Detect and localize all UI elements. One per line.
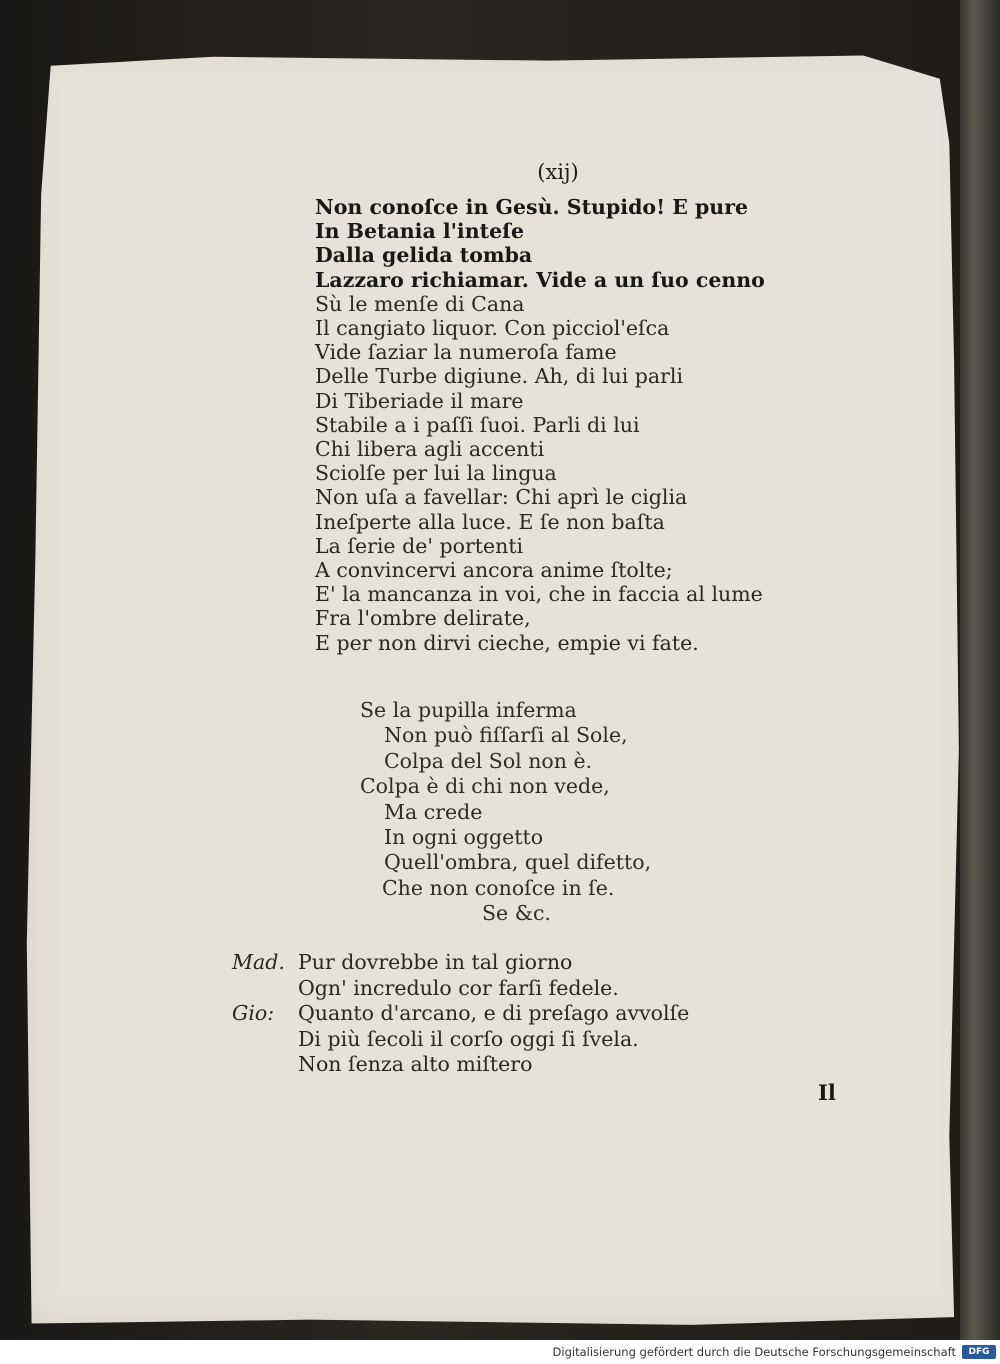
aria-line: Quell'ombra, quel difetto, (384, 850, 652, 875)
dialogue-line (232, 1027, 689, 1053)
book-binding-edge (960, 0, 1000, 1340)
aria-line: Colpa è di chi non vede, (360, 774, 610, 799)
footer-credit: Digitalisierung gefördert durch die Deutsche Forschungsgemeinschaft (552, 1345, 956, 1359)
verse-line: Vide ſaziar la numeroſa fame (315, 340, 617, 365)
verse-line: Di Tiberiade il mare (315, 388, 524, 413)
dialogue-block (232, 950, 689, 1078)
verse-line: Sciolſe per lui la lingua (315, 461, 557, 486)
verse-line: E per non dirvi cieche, empie vi fate. (315, 630, 699, 655)
digitization-footer (0, 1340, 1000, 1364)
verse-line: Stabile a i paſſi ſuoi. Parli di lui (315, 412, 640, 437)
verse-line: Fra l'ombre delirate, (315, 606, 531, 631)
aria-line: Non può fiſſarſi al Sole, (384, 723, 628, 748)
aria-line: Ma crede (384, 799, 483, 824)
dialogue-line (232, 950, 689, 976)
speaker-label (232, 1027, 298, 1053)
aria-block (360, 698, 651, 927)
catchword: Il (818, 1080, 836, 1105)
verse-line: Lazzaro richiamar. Vide a un ſuo cenno (315, 267, 765, 292)
dialogue-text: Pur dovrebbe in tal giorno (298, 950, 573, 974)
verse-line: La ſerie de' portenti (315, 533, 524, 558)
verse-line: In Betania l'inteſe (315, 219, 524, 244)
verse-line: Il cangiato liquor. Con picciol'eſca (315, 316, 670, 341)
speaker-label: Mad. (232, 950, 285, 974)
recitative-block (315, 195, 765, 655)
speaker-label (232, 976, 298, 1002)
verse-line: Ineſperte alla luce. E ſe non baſta (315, 509, 665, 534)
dialogue-text: Quanto d'arcano, e di preſago avvolſe (298, 1001, 690, 1025)
verse-line: Dalla gelida tomba (315, 243, 533, 268)
verse-line: Chi libera agli accenti (315, 437, 545, 462)
aria-line: Se &c. (482, 901, 551, 926)
verse-line: Non conoſce in Gesù. Stupido! E pure (315, 195, 749, 219)
verse-line: E' la mancanza in voi, che in faccia al lume (315, 582, 763, 607)
dialogue-text: Non ſenza alto miſtero (298, 1052, 533, 1076)
dialogue-text: Ogn' incredulo cor farſi fedele. (298, 975, 619, 1000)
dfg-logo: DFG (962, 1345, 996, 1359)
dialogue-line (232, 976, 689, 1002)
aria-line: Che non conoſce in ſe. (382, 875, 615, 900)
page-number: (xij) (537, 160, 579, 184)
verse-line: Sù le menſe di Cana (315, 291, 525, 316)
dialogue-text: Di più ſecoli il corſo oggi ſi ſvela. (298, 1026, 639, 1051)
dialogue-line (232, 1001, 689, 1027)
aria-line: In ogni oggetto (384, 825, 544, 850)
speaker-label (232, 1052, 298, 1078)
dialogue-line (232, 1052, 689, 1078)
aria-line: Colpa del Sol non è. (384, 748, 593, 773)
aria-line: Se la pupilla inferma (360, 698, 577, 722)
verse-line: A convincervi ancora anime ſtolte; (315, 558, 673, 583)
verse-line: Non uſa a favellar: Chi aprì le ciglia (315, 485, 688, 510)
verse-line: Delle Turbe digiune. Ah, di lui parli (315, 364, 684, 389)
speaker-label: Gio: (232, 1001, 275, 1025)
